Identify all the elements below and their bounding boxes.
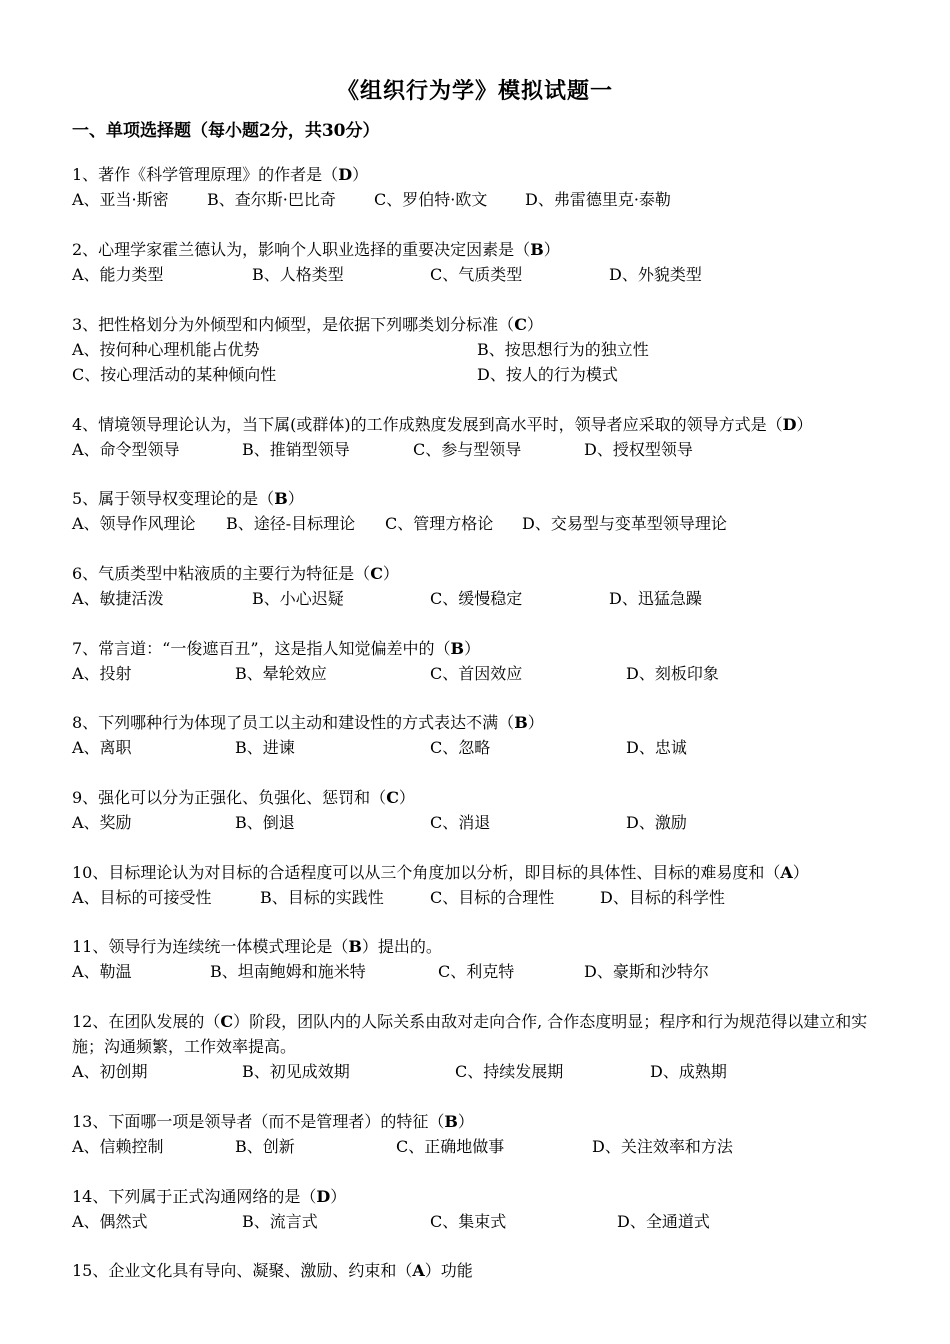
options-row [72, 187, 892, 212]
options-row [72, 1134, 892, 1159]
stem-text-end: ） [526, 315, 543, 334]
option-d: D、外貌类型 [609, 265, 702, 284]
answer-letter: B [444, 1112, 458, 1131]
option-a: A、敏捷活泼 [72, 589, 164, 608]
options-row [72, 262, 892, 287]
question-13 [72, 1109, 892, 1159]
options-row [72, 1209, 892, 1234]
stem-text-end: ） [457, 1112, 474, 1131]
answer-letter: B [348, 937, 362, 956]
option-d: D、关注效率和方法 [592, 1137, 733, 1156]
answer-letter: B [514, 713, 528, 732]
option-c: C、按心理活动的某种倾向性 [72, 365, 277, 384]
stem-text: 12、在团队发展的（ [72, 1012, 221, 1031]
stem-text-end: ） [543, 240, 560, 259]
option-c: C、消退 [430, 813, 491, 832]
option-b: B、查尔斯·巴比奇 [207, 190, 336, 209]
options-row [72, 735, 892, 760]
option-a: A、目标的可接受性 [72, 888, 212, 907]
option-a: A、投射 [72, 664, 132, 683]
question-stem [72, 312, 892, 337]
option-a: A、领导作风理论 [72, 514, 196, 533]
answer-letter: B [450, 639, 465, 658]
stem-text-end: ） [352, 165, 369, 184]
answer-letter: D [316, 1187, 331, 1206]
option-c: C、罗伯特·欧文 [374, 190, 488, 209]
option-d: D、弗雷德里克·泰勒 [525, 190, 671, 209]
stem-text: 7、常言道：“一俊遮百丑”，这是指人知觉偏差中的（ [72, 639, 451, 658]
question-stem [72, 860, 892, 885]
option-b: B、坦南鲍姆和施米特 [210, 962, 366, 981]
option-b: B、推销型领导 [242, 440, 350, 459]
options-row [72, 810, 892, 835]
question-3 [72, 312, 892, 387]
question-stem [72, 636, 892, 661]
question-2 [72, 237, 892, 287]
option-b: B、创新 [235, 1137, 295, 1156]
stem-text: 15、企业文化具有导向、凝聚、激励、约束和（ [72, 1261, 413, 1280]
stem-text-end: ） [527, 713, 544, 732]
stem-text-end: ）阶段，团队内的人际关系由敌对走向合作, 合作态度明显；程序和行为规范得以建立和实施；沟通频繁，工作效率提高。 [72, 1012, 868, 1056]
options-row [72, 1059, 892, 1084]
option-a: A、奖励 [72, 813, 132, 832]
option-b: B、人格类型 [252, 265, 344, 284]
stem-text: 3、把性格划分为外倾型和内倾型，是依据下列哪类划分标准（ [72, 315, 515, 334]
answer-letter: C [220, 1012, 234, 1031]
options-row [72, 586, 892, 611]
option-d: D、迅猛急躁 [609, 589, 702, 608]
option-b: B、按思想行为的独立性 [477, 340, 649, 359]
answer-letter: B [530, 240, 544, 259]
option-a: A、亚当·斯密 [72, 190, 169, 209]
question-stem [72, 162, 892, 187]
option-a: A、命令型领导 [72, 440, 180, 459]
option-d: D、按人的行为模式 [477, 365, 618, 384]
answer-letter: C [514, 315, 527, 334]
option-d: D、忠诚 [626, 738, 687, 757]
answer-letter: A [780, 863, 793, 882]
options-row [72, 959, 892, 984]
question-stem [72, 1258, 892, 1283]
stem-text: 5、属于领导权变理论的是（ [72, 489, 275, 508]
stem-text: 2、心理学家霍兰德认为，影响个人职业选择的重要决定因素是（ [72, 240, 531, 259]
option-a: A、按何种心理机能占优势 [72, 340, 260, 359]
stem-text-end: ）提出的。 [361, 937, 442, 956]
question-stem [72, 1109, 892, 1134]
answer-letter: D [338, 165, 353, 184]
question-7 [72, 636, 892, 686]
stem-text-end: ） [796, 415, 813, 434]
options-grid [72, 337, 892, 387]
stem-text: 14、下列属于正式沟通网络的是（ [72, 1187, 317, 1206]
option-b: B、晕轮效应 [235, 664, 327, 683]
option-b: B、目标的实践性 [260, 888, 384, 907]
option-d: D、刻板印象 [626, 664, 719, 683]
question-6 [72, 561, 892, 611]
option-d: D、授权型领导 [584, 440, 693, 459]
option-c: C、气质类型 [430, 265, 523, 284]
question-14 [72, 1184, 892, 1234]
question-stem [72, 237, 892, 262]
option-a: A、信赖控制 [72, 1137, 164, 1156]
option-d: D、全通道式 [617, 1212, 710, 1231]
option-d: D、豪斯和沙特尔 [584, 962, 709, 981]
option-b: B、进谏 [235, 738, 295, 757]
stem-text: 1、著作《科学管理原理》的作者是（ [72, 165, 339, 184]
options-row [72, 885, 892, 910]
document-title: 《组织行为学》模拟试题一 [336, 78, 613, 104]
question-1 [72, 162, 892, 212]
option-a: A、离职 [72, 738, 132, 757]
option-d: D、交易型与变革型领导理论 [522, 514, 727, 533]
question-5 [72, 486, 892, 536]
answer-letter: B [274, 489, 288, 508]
question-10 [72, 860, 892, 910]
question-stem [72, 934, 892, 959]
stem-text: 6、气质类型中粘液质的主要行为特征是（ [72, 564, 371, 583]
stem-text: 9、强化可以分为正强化、负强化、惩罚和（ [72, 788, 387, 807]
stem-text: 13、下面哪一项是领导者（而不是管理者）的特征（ [72, 1112, 445, 1131]
question-stem [72, 710, 892, 735]
option-c: C、管理方格论 [385, 514, 494, 533]
option-b: B、初见成效期 [242, 1062, 350, 1081]
stem-text: 11、领导行为连续统一体模式理论是（ [72, 937, 349, 956]
stem-text: 10、目标理论认为对目标的合适程度可以从三个角度加以分析，即目标的具体性、目标的难易度和（ [72, 863, 781, 882]
option-b: B、小心迟疑 [252, 589, 344, 608]
option-b: B、流言式 [242, 1212, 318, 1231]
option-c: C、首因效应 [430, 664, 523, 683]
question-4 [72, 412, 892, 462]
option-b: B、途径-目标理论 [226, 514, 356, 533]
options-row [72, 511, 892, 536]
stem-text-end: ） [287, 489, 304, 508]
stem-text-end: ） [330, 1187, 347, 1206]
answer-letter: C [370, 564, 383, 583]
question-stem [72, 785, 892, 810]
question-15 [72, 1258, 892, 1283]
stem-text: 4、情境领导理论认为，当下属(或群体)的工作成熟度发展到高水平时，领导者应采取的领导方式是（ [72, 415, 783, 434]
answer-letter: D [782, 415, 797, 434]
stem-text-end: ） [398, 788, 415, 807]
option-a: A、初创期 [72, 1062, 148, 1081]
stem-text-end: ） [464, 639, 481, 658]
options-row [72, 661, 892, 686]
question-8 [72, 710, 892, 760]
stem-text: 8、下列哪种行为体现了员工以主动和建设性的方式表达不满（ [72, 713, 515, 732]
option-c: C、正确地做事 [396, 1137, 505, 1156]
option-c: C、利克特 [438, 962, 515, 981]
stem-text-end: ）功能 [424, 1261, 473, 1280]
question-stem [72, 486, 892, 511]
answer-letter: A [412, 1261, 425, 1280]
option-c: C、持续发展期 [455, 1062, 564, 1081]
question-9 [72, 785, 892, 835]
options-row [72, 437, 892, 462]
question-12 [72, 1009, 892, 1084]
question-stem [72, 1009, 892, 1059]
option-d: D、成熟期 [650, 1062, 727, 1081]
stem-text-end: ） [382, 564, 399, 583]
option-c: C、目标的合理性 [430, 888, 555, 907]
question-stem [72, 1184, 892, 1209]
option-c: C、集束式 [430, 1212, 507, 1231]
option-c: C、缓慢稳定 [430, 589, 523, 608]
section-heading: 一、单项选择题（每小题2分，共30分） [72, 121, 380, 141]
option-c: C、参与型领导 [413, 440, 522, 459]
stem-text-end: ） [792, 863, 809, 882]
option-a: A、偶然式 [72, 1212, 148, 1231]
option-d: D、激励 [626, 813, 687, 832]
option-a: A、能力类型 [72, 265, 164, 284]
option-b: B、倒退 [235, 813, 295, 832]
option-c: C、忽略 [430, 738, 491, 757]
question-stem [72, 412, 892, 437]
option-a: A、勒温 [72, 962, 132, 981]
question-stem [72, 561, 892, 586]
option-d: D、目标的科学性 [600, 888, 725, 907]
answer-letter: C [386, 788, 399, 807]
question-11 [72, 934, 892, 984]
